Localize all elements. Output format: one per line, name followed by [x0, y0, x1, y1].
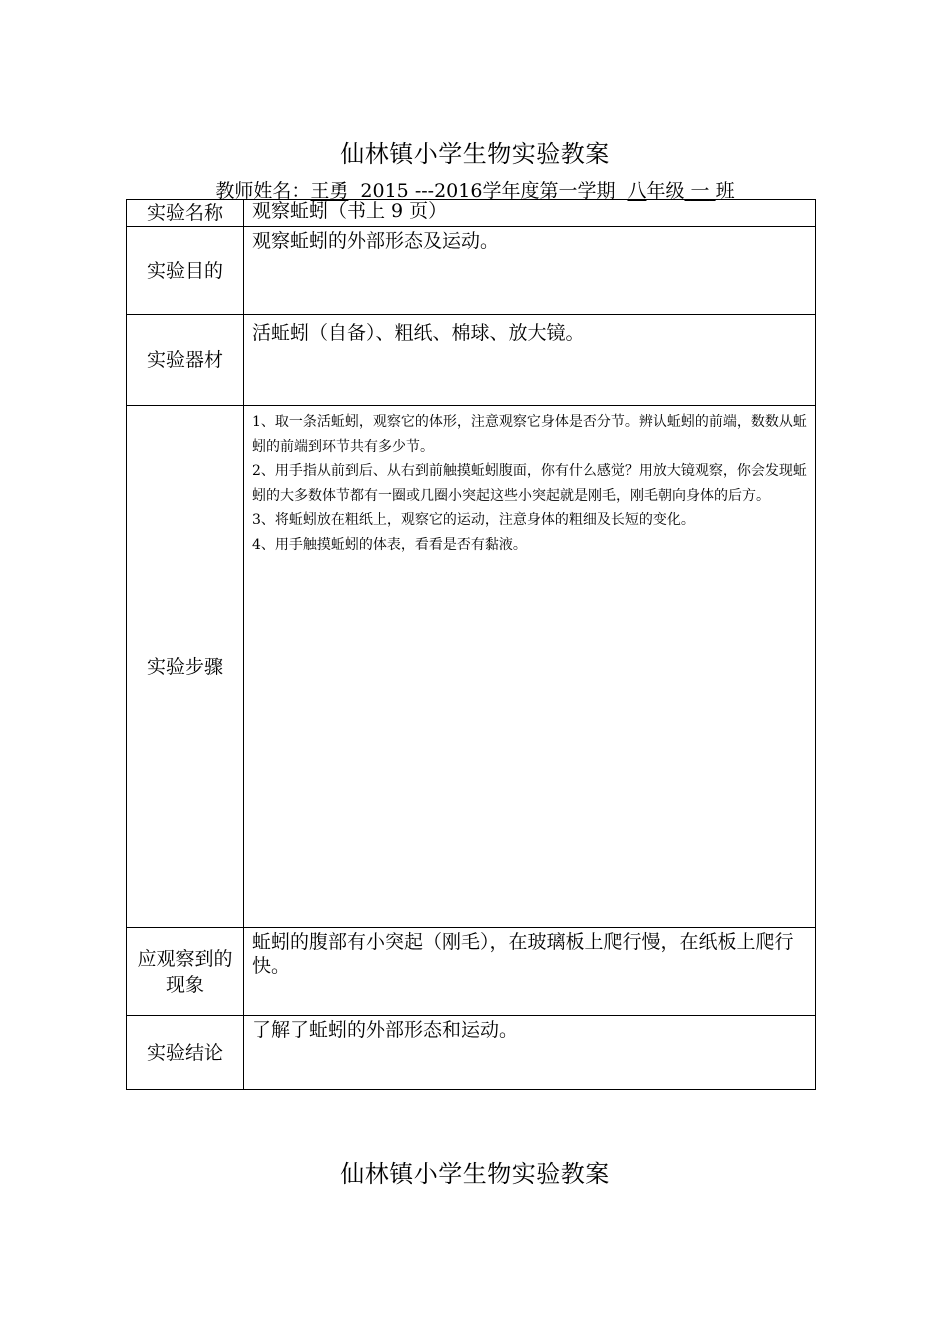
- teacher-label: 教师姓名：: [215, 180, 311, 202]
- experiment-conclusion-label: 实验结论: [127, 1016, 244, 1090]
- teacher-name: 王勇: [310, 180, 349, 202]
- expected-phenomena-value: 蚯蚓的腹部有小突起（刚毛），在玻璃板上爬行慢，在纸板上爬行快。: [244, 928, 816, 1016]
- experiment-name-label: 实验名称: [127, 200, 244, 227]
- expected-phenomena-label: 应观察到的现象: [127, 928, 244, 1016]
- table-row: [127, 227, 816, 315]
- experiment-materials-value: 活蚯蚓（自备）、粗纸、棉球、放大镜。: [244, 315, 816, 406]
- step-item: 4、用手触摸蚯蚓的体表，看看是否有黏液。: [252, 536, 527, 553]
- experiment-name-value: 观察蚯蚓（书上 9 页）: [244, 200, 816, 227]
- table-row: [127, 200, 816, 227]
- grade-suffix: 年级: [646, 180, 685, 202]
- experiment-steps-value: [244, 406, 816, 928]
- experiment-steps-label: 实验步骤: [127, 406, 244, 928]
- next-page-title: 仙林镇小学生物实验教案: [340, 1160, 610, 1188]
- lesson-plan-table: [126, 199, 816, 1090]
- semester-text: 学年度第一学期: [482, 180, 616, 202]
- table-row: [127, 928, 816, 1016]
- experiment-purpose-label: 实验目的: [127, 227, 244, 315]
- school-year: 2015 ---2016: [360, 180, 483, 202]
- page-title: 仙林镇小学生物实验教案: [340, 140, 610, 168]
- class-value: 一: [690, 180, 710, 202]
- table-row: [127, 1016, 816, 1090]
- experiment-conclusion-value: 了解了蚯蚓的外部形态和运动。: [244, 1016, 816, 1090]
- step-item: 2、用手指从前到后、从右到前触摸蚯蚓腹面，你有什么感觉？用放大镜观察，你会发现蚯蚓的大多数体节都有一圈或几圈小突起这些小突起就是刚毛，刚毛朝向身体的后方。: [252, 463, 807, 504]
- table-row: [127, 406, 816, 928]
- grade-value: 八: [627, 180, 647, 202]
- class-suffix: 班: [715, 180, 735, 202]
- experiment-materials-label: 实验器材: [127, 315, 244, 406]
- step-item: 1、取一条活蚯蚓，观察它的体形，注意观察它身体是否分节。辨认蚯蚓的前端，数数从蚯蚓的前端到环节共有多少节。: [252, 414, 807, 455]
- step-item: 3、将蚯蚓放在粗纸上，观察它的运动，注意身体的粗细及长短的变化。: [252, 512, 695, 528]
- table-row: [127, 315, 816, 406]
- experiment-purpose-value: 观察蚯蚓的外部形态及运动。: [244, 227, 816, 315]
